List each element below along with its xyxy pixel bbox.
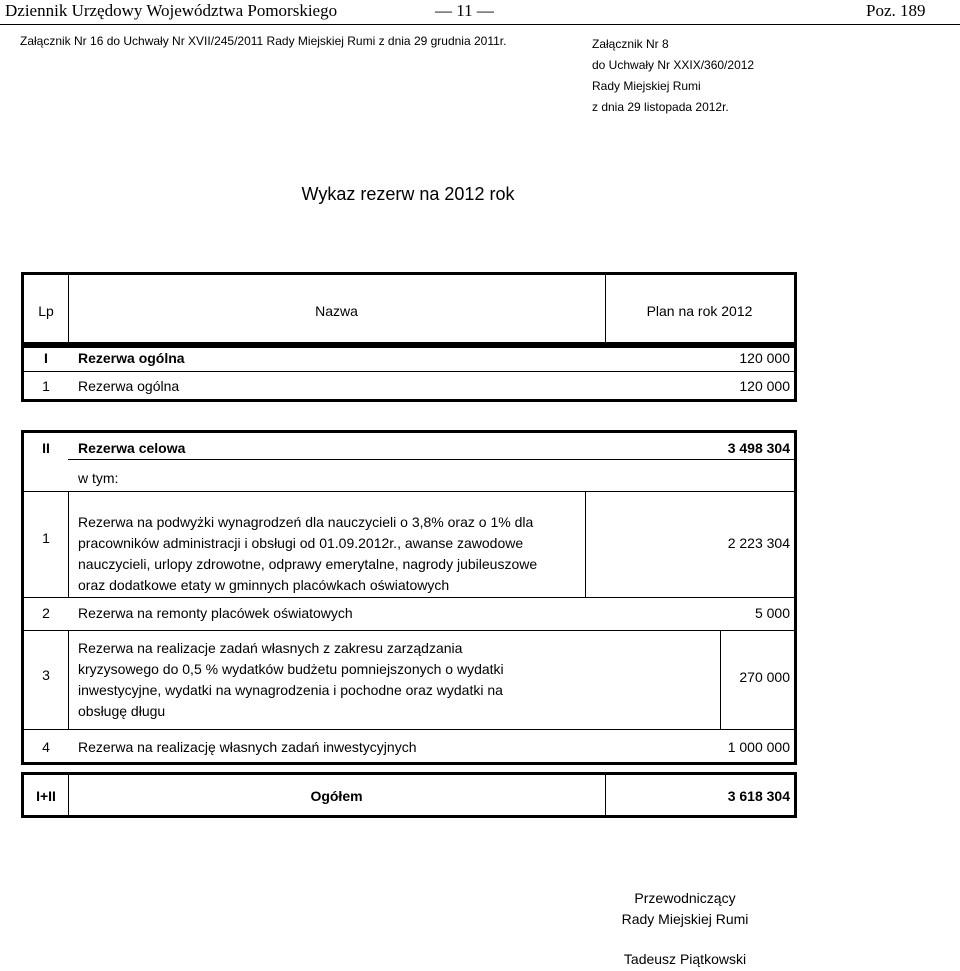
row-description [78, 638, 504, 722]
row-line: nauczycieli, urlopy zdrowotne, odprawy emerytalne, nagrody jubileuszowe [78, 556, 538, 572]
total-plan: 3 618 304 [727, 788, 790, 804]
row-divider [24, 630, 794, 631]
annex-right [592, 34, 754, 118]
row-plan: 270 000 [739, 669, 790, 685]
signature-name: Tadeusz Piątkowski [623, 951, 747, 967]
annex-right-line: do Uchwały Nr XXIX/360/2012 [592, 58, 755, 72]
journal-header [0, 0, 960, 24]
row-line: obsługę długu [78, 703, 166, 719]
section-general-reserve [21, 342, 797, 402]
page-number: — 11 — [435, 1, 494, 20]
row-divider [24, 371, 794, 372]
row-name: Rezerwa na realizację własnych zadań inwestycyjnych [78, 739, 417, 755]
row-lp: 3 [42, 667, 50, 683]
section-total [21, 772, 797, 818]
column-divider [68, 630, 69, 729]
row-line: inwestycyjne, wydatki na wynagrodzenia i pochodne oraz wydatki na [78, 682, 503, 698]
row-divider [24, 491, 794, 492]
column-divider [720, 630, 721, 729]
row-name: Rezerwa na remonty placówek oświatowych [78, 605, 353, 621]
table-header [21, 272, 797, 348]
header-lp: Lp [38, 303, 54, 319]
total-lp: I+II [36, 788, 56, 804]
row-line: Rezerwa na podwyżki wynagrodzeń dla nauczycieli o 3,8% oraz o 1% dla [78, 514, 534, 530]
row-line: pracowników administracji i obsługi od 01.09.2012r., awanse zawodowe [78, 535, 524, 551]
signature-body: Rady Miejskiej Rumi [621, 911, 749, 927]
column-divider [585, 491, 586, 597]
row-plan: 120 000 [739, 378, 790, 394]
row-divider [24, 729, 794, 730]
header-divider [0, 24, 960, 25]
row-name: Rezerwa ogólna [78, 378, 180, 394]
header-name: Nazwa [315, 303, 358, 319]
row-line: Rezerwa na realizacje zadań własnych z zakresu zarządzania [78, 640, 463, 656]
row-divider [68, 459, 794, 460]
row-plan: 1 000 000 [727, 739, 790, 755]
subheader-label: w tym: [78, 470, 119, 486]
position-number: Poz. 189 [866, 1, 926, 20]
journal-title: Dziennik Urzędowy Województwa Pomorskiego [5, 1, 338, 20]
row-divider [24, 597, 794, 598]
row-name: Rezerwa celowa [78, 440, 186, 456]
row-lp: 2 [42, 605, 50, 621]
row-lp: I [44, 350, 48, 366]
row-lp: 1 [42, 530, 50, 546]
row-plan: 120 000 [739, 350, 790, 366]
row-lp: 4 [42, 739, 50, 755]
column-divider [605, 775, 606, 815]
row-plan: 2 223 304 [727, 535, 790, 551]
header-plan: Plan na rok 2012 [646, 303, 753, 319]
annex-right-line: Załącznik Nr 8 [592, 37, 669, 51]
document-title: Wykaz rezerw na 2012 rok [301, 184, 515, 204]
annex-right-line: Rady Miejskiej Rumi [592, 79, 701, 93]
row-description [78, 512, 537, 596]
section-targeted-reserve [21, 430, 797, 765]
column-divider [68, 491, 69, 597]
row-line: oraz dodatkowe etaty w gminnych placówkach oświatowych [78, 577, 450, 593]
row-line: kryzysowego do 0,5 % wydatków budżetu pomniejszonych o wydatki [78, 661, 504, 677]
total-name: Ogółem [310, 788, 363, 804]
row-name: Rezerwa ogólna [78, 350, 185, 366]
signature-role: Przewodniczący [634, 890, 736, 906]
annex-right-line: z dnia 29 listopada 2012r. [592, 100, 729, 114]
row-lp: 1 [42, 378, 50, 394]
row-plan: 5 000 [754, 605, 790, 621]
row-plan: 3 498 304 [727, 440, 790, 456]
annex-left: Załącznik Nr 16 do Uchwały Nr XVII/245/2011 Rady Miejskiej Rumi z dnia 29 grudnia 2011r. [20, 34, 507, 48]
row-lp: II [42, 440, 50, 456]
